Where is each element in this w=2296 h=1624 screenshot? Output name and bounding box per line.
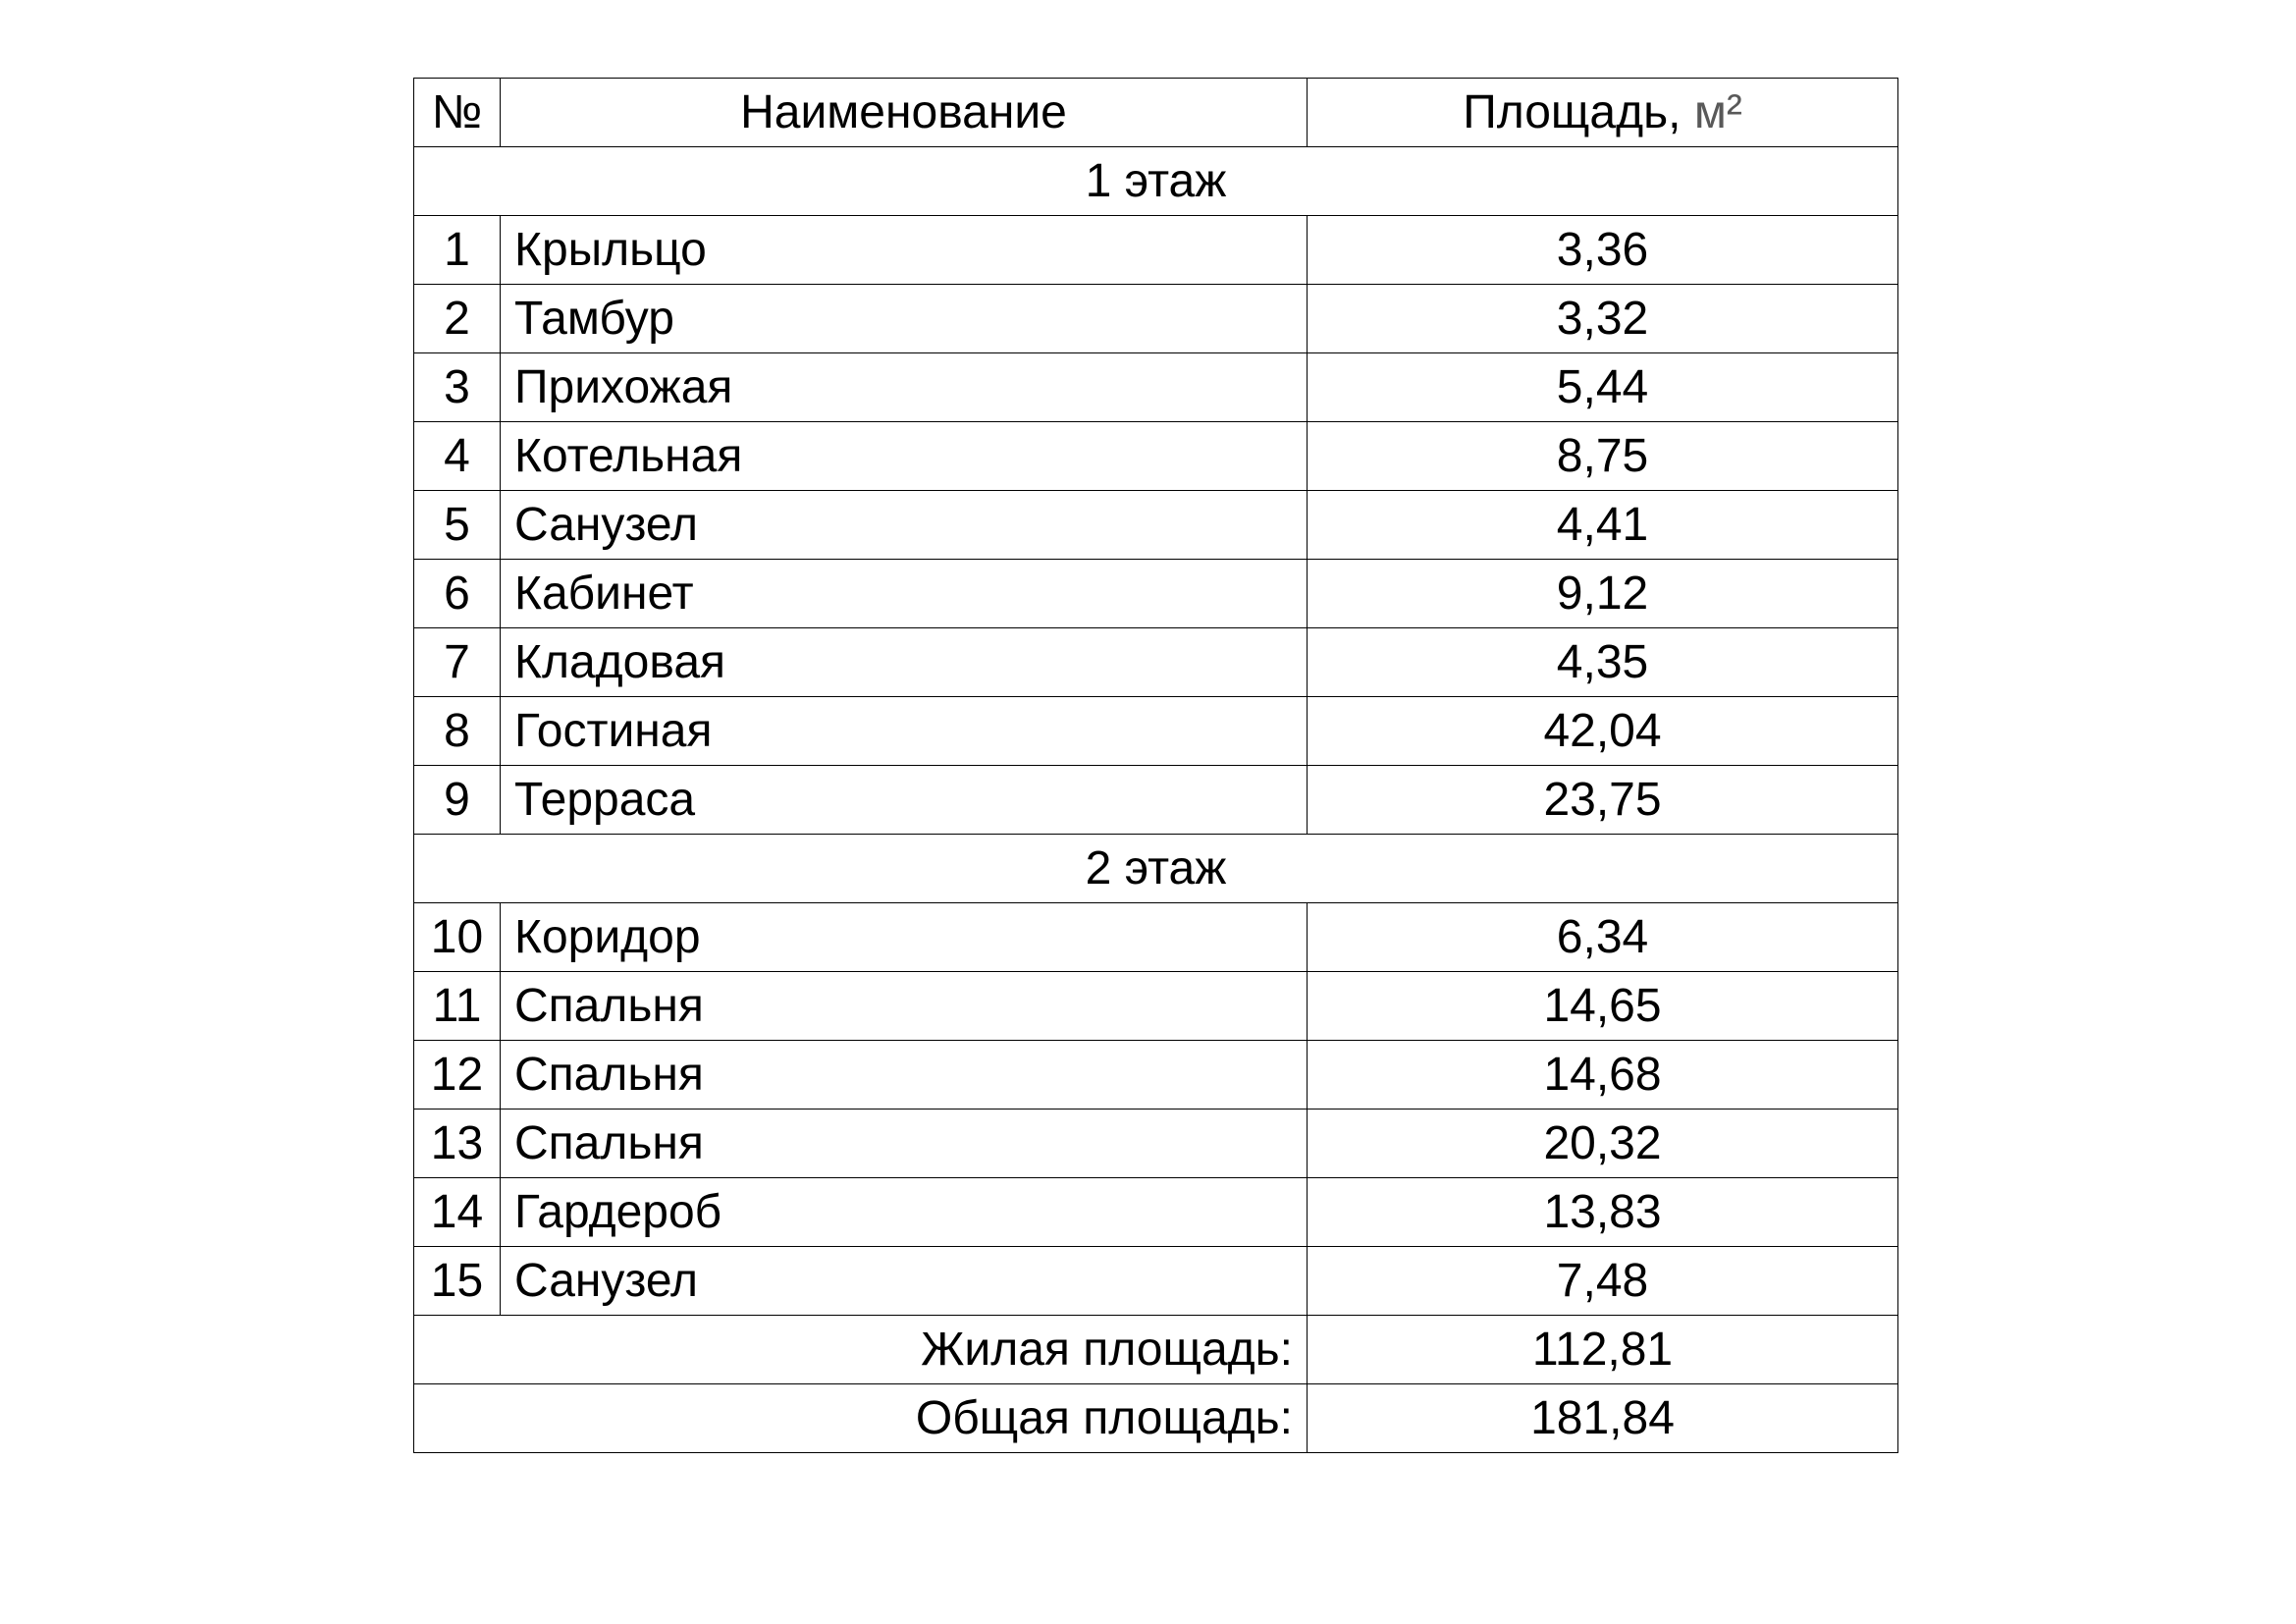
header-area-label: Площадь,: [1463, 85, 1694, 138]
room-number: 2: [414, 285, 501, 353]
header-name: Наименование: [501, 79, 1308, 147]
room-area: 14,65: [1308, 972, 1898, 1041]
room-row: [414, 1247, 1898, 1316]
room-area: 23,75: [1308, 766, 1898, 835]
room-number: 3: [414, 353, 501, 422]
room-name: Санузел: [501, 491, 1308, 560]
room-number: 6: [414, 560, 501, 628]
room-area: 5,44: [1308, 353, 1898, 422]
room-name: Спальня: [501, 1041, 1308, 1110]
room-name: Гостиная: [501, 697, 1308, 766]
room-area: 20,32: [1308, 1110, 1898, 1178]
room-row: [414, 903, 1898, 972]
room-area: 8,75: [1308, 422, 1898, 491]
room-number: 12: [414, 1041, 501, 1110]
floor-section-row: [414, 835, 1898, 903]
total-area-row: [414, 1384, 1898, 1453]
room-name: Гардероб: [501, 1178, 1308, 1247]
room-row: [414, 216, 1898, 285]
room-area: 9,12: [1308, 560, 1898, 628]
table-body: [414, 147, 1898, 1453]
room-row: [414, 353, 1898, 422]
room-area: 4,35: [1308, 628, 1898, 697]
header-area: [1308, 79, 1898, 147]
room-name: Прихожая: [501, 353, 1308, 422]
room-row: [414, 422, 1898, 491]
room-number: 1: [414, 216, 501, 285]
floor-section-title: 1 этаж: [414, 147, 1898, 216]
room-name: Санузел: [501, 1247, 1308, 1316]
room-number: 11: [414, 972, 501, 1041]
room-name: Коридор: [501, 903, 1308, 972]
room-area: 4,41: [1308, 491, 1898, 560]
room-row: [414, 560, 1898, 628]
floor-section-title: 2 этаж: [414, 835, 1898, 903]
room-number: 13: [414, 1110, 501, 1178]
room-area: 3,32: [1308, 285, 1898, 353]
room-area: 6,34: [1308, 903, 1898, 972]
room-area: 3,36: [1308, 216, 1898, 285]
room-name: Котельная: [501, 422, 1308, 491]
room-number: 4: [414, 422, 501, 491]
room-area: 42,04: [1308, 697, 1898, 766]
floor-section-row: [414, 147, 1898, 216]
total-area-value: 181,84: [1308, 1384, 1898, 1453]
room-row: [414, 697, 1898, 766]
table-header-row: [414, 79, 1898, 147]
room-area: 13,83: [1308, 1178, 1898, 1247]
header-area-unit: м²: [1693, 85, 1742, 138]
room-number: 5: [414, 491, 501, 560]
living-area-label: Жилая площадь:: [414, 1316, 1308, 1384]
room-number: 14: [414, 1178, 501, 1247]
room-name: Крыльцо: [501, 216, 1308, 285]
room-name: Терраса: [501, 766, 1308, 835]
room-row: [414, 628, 1898, 697]
room-number: 15: [414, 1247, 501, 1316]
total-area-label: Общая площадь:: [414, 1384, 1308, 1453]
room-name: Спальня: [501, 972, 1308, 1041]
header-number: №: [414, 79, 501, 147]
room-area: 7,48: [1308, 1247, 1898, 1316]
room-row: [414, 972, 1898, 1041]
room-row: [414, 766, 1898, 835]
room-row: [414, 491, 1898, 560]
room-area: 14,68: [1308, 1041, 1898, 1110]
room-number: 8: [414, 697, 501, 766]
living-area-row: [414, 1316, 1898, 1384]
room-number: 9: [414, 766, 501, 835]
room-number: 7: [414, 628, 501, 697]
room-name: Кабинет: [501, 560, 1308, 628]
living-area-value: 112,81: [1308, 1316, 1898, 1384]
room-area-table: [413, 78, 1898, 1453]
room-row: [414, 1178, 1898, 1247]
room-name: Кладовая: [501, 628, 1308, 697]
room-row: [414, 285, 1898, 353]
room-row: [414, 1110, 1898, 1178]
room-name: Тамбур: [501, 285, 1308, 353]
room-row: [414, 1041, 1898, 1110]
room-number: 10: [414, 903, 501, 972]
room-name: Спальня: [501, 1110, 1308, 1178]
